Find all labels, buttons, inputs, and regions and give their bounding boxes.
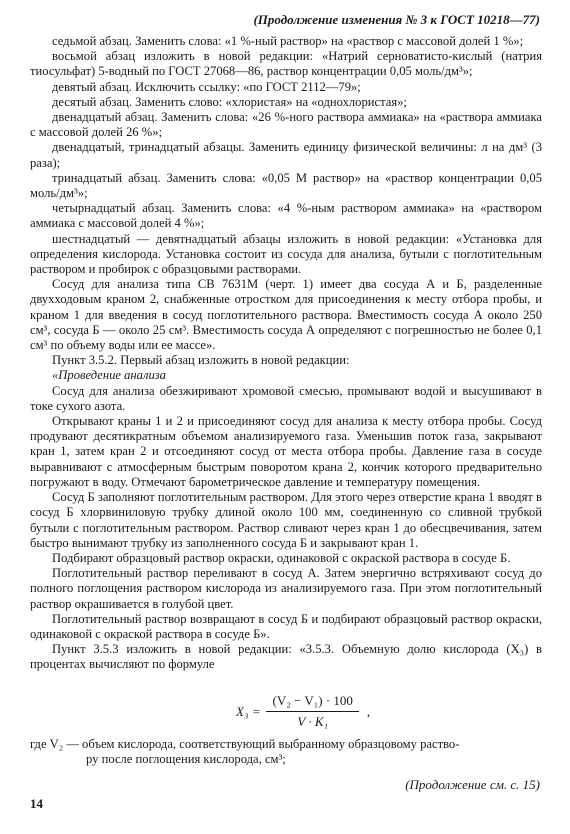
formula-numerator: (V₂ − V₁) · 100 (266, 693, 358, 712)
paragraph-15: Сосуд Б заполняют поглотительным раствором. Для этого через отверстие крана 1 вводят в сосуд Б хлорвиниловую трубку длиной около 100 мм, соединенную со сливной трубкой бутыли с поглотительным раствором. Раствор сливают через кран 1 до обесцвечивания, затем быстро вынимают трубку из заполненного сосуда Б и закрывают кран 1. (30, 490, 542, 550)
formula-lhs: X₃ = (236, 703, 261, 719)
paragraph-19: Пункт 3.5.3 изложить в новой редакции: «3.5.3. Объемную долю кислорода (X₃) в процентах вычисляют по формуле (30, 642, 542, 672)
paragraph-5: двенадцатый абзац. Заменить слова: «26 %-ного раствора аммиака» на «раствора аммиака с массовой долей 26 %»; (30, 110, 542, 140)
paragraph-12-heading: «Проведение анализа (52, 368, 166, 383)
explanation-line-1: где V₂ — объем кислорода, соответствующий выбранному образцовому раство- (30, 737, 460, 751)
paragraph-8: четырнадцатый абзац. Заменить слова: «4 %-ным раствором аммиака» на «раствором аммиака с массовой долей 4 %»; (30, 201, 542, 231)
page-number: 14 (30, 796, 43, 811)
formula-explanation (30, 737, 542, 767)
explanation-line-2: ру после поглощения кислорода, см³; (86, 752, 286, 767)
formula-tail: , (366, 703, 371, 719)
paragraph-3: девятый абзац. Исключить ссылку: «по ГОСТ 2112—79»; (52, 79, 361, 94)
paragraph-14: Открывают краны 1 и 2 и присоединяют сосуд для анализа к месту отбора пробы. Сосуд продувают десятикратным объемом анализируемого газа. Уменьшив поток газа, закрывают кран 1, затем кран 2 и отсоединяют сосуд от места отбора пробы. Давление газа в сосуде выравнивают с атмосферным быстрым поворотом крана 2, кончик которого предварительно погружают в воду. Отмечают барометрическое давление и температуру помещения. (30, 414, 542, 489)
paragraph-4: десятый абзац. Заменить слово: «хлористая» на «однохлористая»; (52, 94, 407, 109)
paragraph-10: Сосуд для анализа типа СВ 7631М (черт. 1) имеет два сосуда А и Б, разделенные двухходовым краном 2, снабженные отростком для присоединения к месту отбора пробы, и краном 1 для введения в сосуд поглотительного раствора. Вместимость сосуда А около 250 см³, сосуда Б — около 25 см³. Вместимость сосуда А определяют с погрешностью не более 0,1 см³ по объему воды или ее массе». (30, 277, 542, 353)
continuation-note: (Продолжение см. с. 15) (405, 777, 540, 792)
paragraph-17: Поглотительный раствор переливают в сосуд А. Затем энергично встряхивают сосуд до полного поглощения раствором кислорода из анализируемого газа. При этом поглотительный раствор окрашивается в голубой цвет. (30, 566, 542, 611)
paragraph-6: двенадцатый, тринадцатый абзацы. Заменить единицу физической величины: л на дм³ (3 раза); (30, 140, 542, 170)
body-text (30, 34, 542, 673)
paragraph-11: Пункт 3.5.2. Первый абзац изложить в новой редакции: (52, 353, 350, 368)
paragraph-16: Подбирают образцовый раствор окраски, одинаковой с окраской раствора в сосуде Б. (52, 550, 511, 565)
paragraph-1: седьмой абзац. Заменить слова: «1 %-ный раствор» на «раствор с массовой долей 1 %»; (52, 34, 524, 48)
paragraph-13: Сосуд для анализа обезжиривают хромовой смесью, промывают водой и высушивают в токе сухого азота. (30, 383, 542, 413)
paragraph-9: шестнадцатый — девятнадцатый абзацы изложить в новой редакции: «Установка для определения кислорода. Установка состоит из сосуда для анализа, бутыли с поглотительным раствором и пробирок с образцовыми растворами. (30, 231, 542, 277)
formula-denominator: V · K₁ (297, 714, 329, 729)
formula-fraction (266, 693, 358, 730)
paragraph-7: тринадцатый абзац. Заменить слова: «0,05 М раствор» на «раствор концентрации 0,05 моль/дм³»; (30, 170, 542, 201)
formula-x3 (236, 693, 370, 730)
paragraph-2: восьмой абзац изложить в новой редакции: «Натрий серноватисто-кислый (натрия тиосульфат) 5-водный по ГОСТ 27068—86, раствор концентрации 0,05 моль/дм³»; (30, 49, 542, 79)
running-header: (Продолжение изменения № 3 к ГОСТ 10218—77) (253, 12, 540, 27)
paragraph-18: Поглотительный раствор возвращают в сосуд Б и подбирают образцовый раствор окраски, одинаковой с окраской раствора в сосуде Б». (30, 611, 542, 641)
